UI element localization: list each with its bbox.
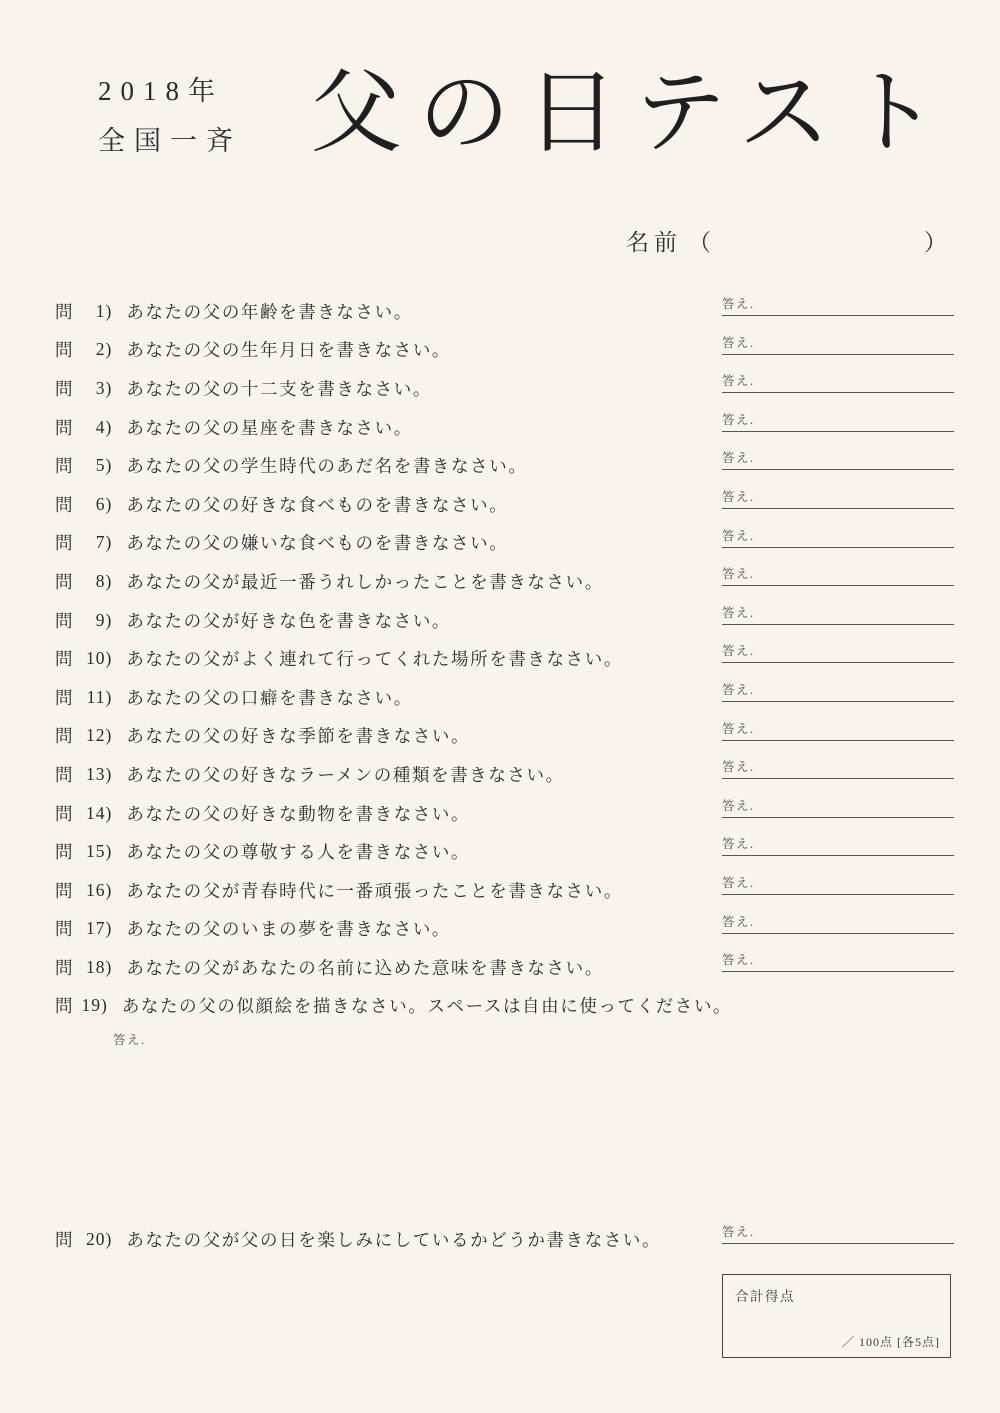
question-row	[55, 1220, 695, 1259]
name-paren-close: ）	[924, 230, 952, 255]
question-row	[55, 871, 695, 910]
question-paren: )	[105, 841, 113, 862]
answer-row[interactable]	[722, 869, 954, 908]
answer-label: 答え.	[722, 875, 755, 890]
question-paren: )	[105, 570, 113, 591]
question-text: あなたの父の星座を書きなさい。	[126, 417, 413, 438]
question-text: あなたの父の好きな食べものを書きなさい。	[126, 494, 509, 515]
name-field-label: 名前	[626, 230, 682, 255]
question-number: 12	[86, 725, 106, 746]
year-line-2: 全国一斉	[98, 126, 242, 156]
question-number: 20	[86, 1228, 106, 1249]
answer-label: 答え.	[722, 374, 755, 389]
question-mark: 問	[55, 378, 74, 399]
answer-underline	[722, 392, 954, 393]
answer-label: 答え.	[722, 605, 755, 620]
answer-row[interactable]	[722, 406, 954, 445]
question-mark: 問	[55, 764, 74, 785]
answer-row[interactable]	[722, 946, 954, 985]
question-mark: 問	[55, 340, 74, 361]
question-row	[55, 485, 695, 524]
answer-underline	[722, 315, 954, 316]
question-text: あなたの父が父の日を楽しみにしているかどうか書きなさい。	[126, 1229, 662, 1250]
question-mark: 問	[55, 803, 74, 824]
question-row	[55, 408, 695, 447]
answer-label: 答え.	[722, 335, 755, 350]
question-number: 16	[86, 879, 106, 900]
question-mark: 問	[55, 726, 74, 747]
question-mark: 問	[55, 301, 74, 322]
question-row	[55, 948, 695, 987]
question-text: あなたの父があなたの名前に込めた意味を書きなさい。	[126, 957, 604, 978]
question-paren: )	[105, 802, 113, 823]
question-mark: 問	[55, 957, 74, 978]
name-field[interactable]	[626, 224, 952, 257]
question-text: あなたの父がよく連れて行ってくれた場所を書きなさい。	[126, 649, 623, 670]
answer-row[interactable]	[722, 715, 954, 754]
question-row	[55, 717, 695, 756]
question-number: 11	[86, 686, 106, 707]
question-row	[55, 755, 695, 794]
question-mark: 問	[55, 1229, 74, 1250]
question-paren: )	[105, 1228, 113, 1249]
question-mark: 問	[55, 996, 74, 1017]
question-number: 8	[95, 570, 106, 591]
question-mark: 問	[55, 649, 74, 670]
question-mark: 問	[55, 494, 74, 515]
question-paren: )	[105, 763, 113, 784]
question-text: あなたの父が好きな色を書きなさい。	[126, 610, 452, 631]
question-mark: 問	[55, 456, 74, 477]
answer-row[interactable]	[722, 522, 954, 561]
question-number: 18	[86, 956, 106, 977]
answer-row[interactable]	[722, 753, 954, 792]
answer-label: 答え.	[722, 451, 755, 466]
question-mark: 問	[55, 880, 74, 901]
question-list	[55, 292, 733, 1025]
question-paren: )	[105, 686, 113, 707]
answer-row[interactable]	[722, 637, 954, 676]
question-paren: )	[105, 377, 113, 398]
answer-label: 答え.	[722, 798, 755, 813]
answer-label: 答え.	[722, 721, 755, 736]
answer-row[interactable]	[722, 908, 954, 947]
answer-row[interactable]	[722, 599, 954, 638]
answer-line-q20	[722, 1218, 954, 1257]
answer-label: 答え.	[722, 644, 755, 659]
question-paren: )	[105, 879, 113, 900]
answer-underline	[722, 894, 954, 895]
answer-row[interactable]	[722, 560, 954, 599]
question-text: あなたの父の生年月日を書きなさい。	[126, 340, 452, 361]
answer-label: 答え.	[722, 489, 755, 504]
question-20	[55, 1220, 695, 1259]
answer-label: 答え.	[113, 1033, 146, 1047]
question-row	[55, 292, 695, 331]
answer-underline	[722, 778, 954, 779]
answer-label: 答え.	[722, 297, 755, 311]
question-mark: 問	[55, 417, 74, 438]
question-paren: )	[105, 416, 113, 437]
answer-row[interactable]	[722, 792, 954, 831]
question-row	[55, 524, 695, 563]
answer-underline	[722, 431, 954, 432]
answer-row[interactable]	[722, 1218, 954, 1257]
question-mark: 問	[55, 533, 74, 554]
question-mark: 問	[55, 610, 74, 631]
question-paren: )	[105, 648, 113, 669]
answer-underline	[722, 701, 954, 702]
answer-underline	[722, 585, 954, 586]
question-number: 19	[81, 995, 101, 1016]
answer-row[interactable]	[722, 483, 954, 522]
answer-label: 答え.	[722, 953, 755, 968]
answer-row[interactable]	[722, 367, 954, 406]
answer-underline	[722, 740, 954, 741]
question-paren: )	[105, 918, 113, 939]
question-paren: )	[101, 995, 108, 1016]
answer-label: 答え.	[722, 914, 755, 929]
question-paren: )	[105, 532, 113, 553]
question-number: 2	[95, 339, 106, 360]
question-number: 10	[86, 648, 106, 669]
answer-drawing-q19[interactable]	[113, 1030, 146, 1051]
question-text: あなたの父の十二支を書きなさい。	[126, 378, 432, 399]
score-box[interactable]	[722, 1274, 951, 1358]
question-number: 17	[86, 918, 106, 939]
answer-row[interactable]	[722, 329, 954, 368]
answer-row[interactable]	[722, 290, 954, 329]
question-text: あなたの父の尊敬する人を書きなさい。	[126, 842, 471, 863]
question-row	[55, 369, 695, 408]
question-number: 9	[95, 609, 106, 630]
answer-label: 答え.	[722, 760, 755, 775]
question-number: 7	[95, 532, 106, 553]
answer-underline	[722, 1243, 954, 1244]
question-paren: )	[105, 300, 113, 321]
question-text: あなたの父の好きなラーメンの種類を書きなさい。	[126, 764, 565, 785]
name-paren-open: （	[688, 230, 716, 255]
question-text: あなたの父の好きな動物を書きなさい。	[126, 803, 471, 824]
answer-label: 答え.	[722, 528, 755, 543]
question-number: 5	[95, 455, 106, 476]
question-number: 14	[86, 802, 106, 823]
answer-label: 答え.	[722, 1225, 755, 1239]
question-row	[55, 832, 695, 871]
question-number: 4	[95, 416, 106, 437]
question-mark: 問	[55, 842, 74, 863]
question-number: 1	[95, 300, 106, 321]
question-text: あなたの父の好きな季節を書きなさい。	[126, 726, 471, 747]
answer-underline	[722, 933, 954, 934]
question-mark: 問	[55, 687, 74, 708]
question-text: あなたの父の学生時代のあだ名を書きなさい。	[126, 456, 528, 477]
answer-label: 答え.	[722, 682, 755, 697]
question-paren: )	[105, 339, 113, 360]
question-row	[55, 331, 695, 370]
answer-underline	[722, 508, 954, 509]
answer-underline	[722, 855, 954, 856]
answer-row[interactable]	[722, 676, 954, 715]
question-mark: 問	[55, 919, 74, 940]
question-text: あなたの父の似顔絵を描きなさい。スペースは自由に使ってください。	[121, 996, 733, 1017]
question-number: 13	[86, 763, 106, 784]
question-mark: 問	[55, 571, 74, 592]
question-text: あなたの父の口癖を書きなさい。	[126, 687, 413, 708]
answer-underline	[722, 547, 954, 548]
page-header	[0, 58, 1000, 173]
answer-underline	[722, 971, 954, 972]
question-number: 6	[95, 493, 106, 514]
answer-label: 答え.	[722, 837, 755, 852]
answer-label: 答え.	[722, 412, 755, 427]
question-text: あなたの父の年齢を書きなさい。	[126, 301, 413, 322]
answer-underline	[722, 817, 954, 818]
question-number: 15	[86, 841, 106, 862]
question-row	[55, 562, 695, 601]
answer-underline	[722, 354, 954, 355]
question-text: あなたの父のいまの夢を書きなさい。	[126, 919, 452, 940]
question-text: あなたの父の嫌いな食べものを書きなさい。	[126, 533, 509, 554]
answer-label: 答え.	[722, 567, 755, 582]
answer-underline	[722, 469, 954, 470]
question-row	[55, 910, 695, 949]
answer-underline	[722, 662, 954, 663]
question-paren: )	[105, 609, 113, 630]
question-row	[55, 678, 695, 717]
question-row	[55, 446, 695, 485]
question-number: 3	[95, 377, 106, 398]
question-row	[55, 639, 695, 678]
question-row	[55, 987, 733, 1026]
question-paren: )	[105, 493, 113, 514]
answer-row[interactable]	[722, 830, 954, 869]
year-block	[98, 66, 298, 166]
answer-row[interactable]	[722, 444, 954, 483]
question-paren: )	[105, 455, 113, 476]
score-box-total: ／ 100点 [各5点]	[842, 1335, 940, 1349]
answer-line-list	[722, 290, 954, 985]
answer-underline	[722, 624, 954, 625]
question-row	[55, 794, 695, 833]
page-title: 父の日テスト	[310, 59, 955, 166]
score-box-title: 合計得点	[735, 1289, 795, 1304]
question-text: あなたの父が最近一番うれしかったことを書きなさい。	[126, 571, 604, 592]
question-row	[55, 601, 695, 640]
question-text: あなたの父が青春時代に一番頑張ったことを書きなさい。	[126, 880, 623, 901]
question-paren: )	[105, 956, 113, 977]
question-paren: )	[105, 725, 113, 746]
year-line-1: 2018年	[98, 76, 224, 106]
